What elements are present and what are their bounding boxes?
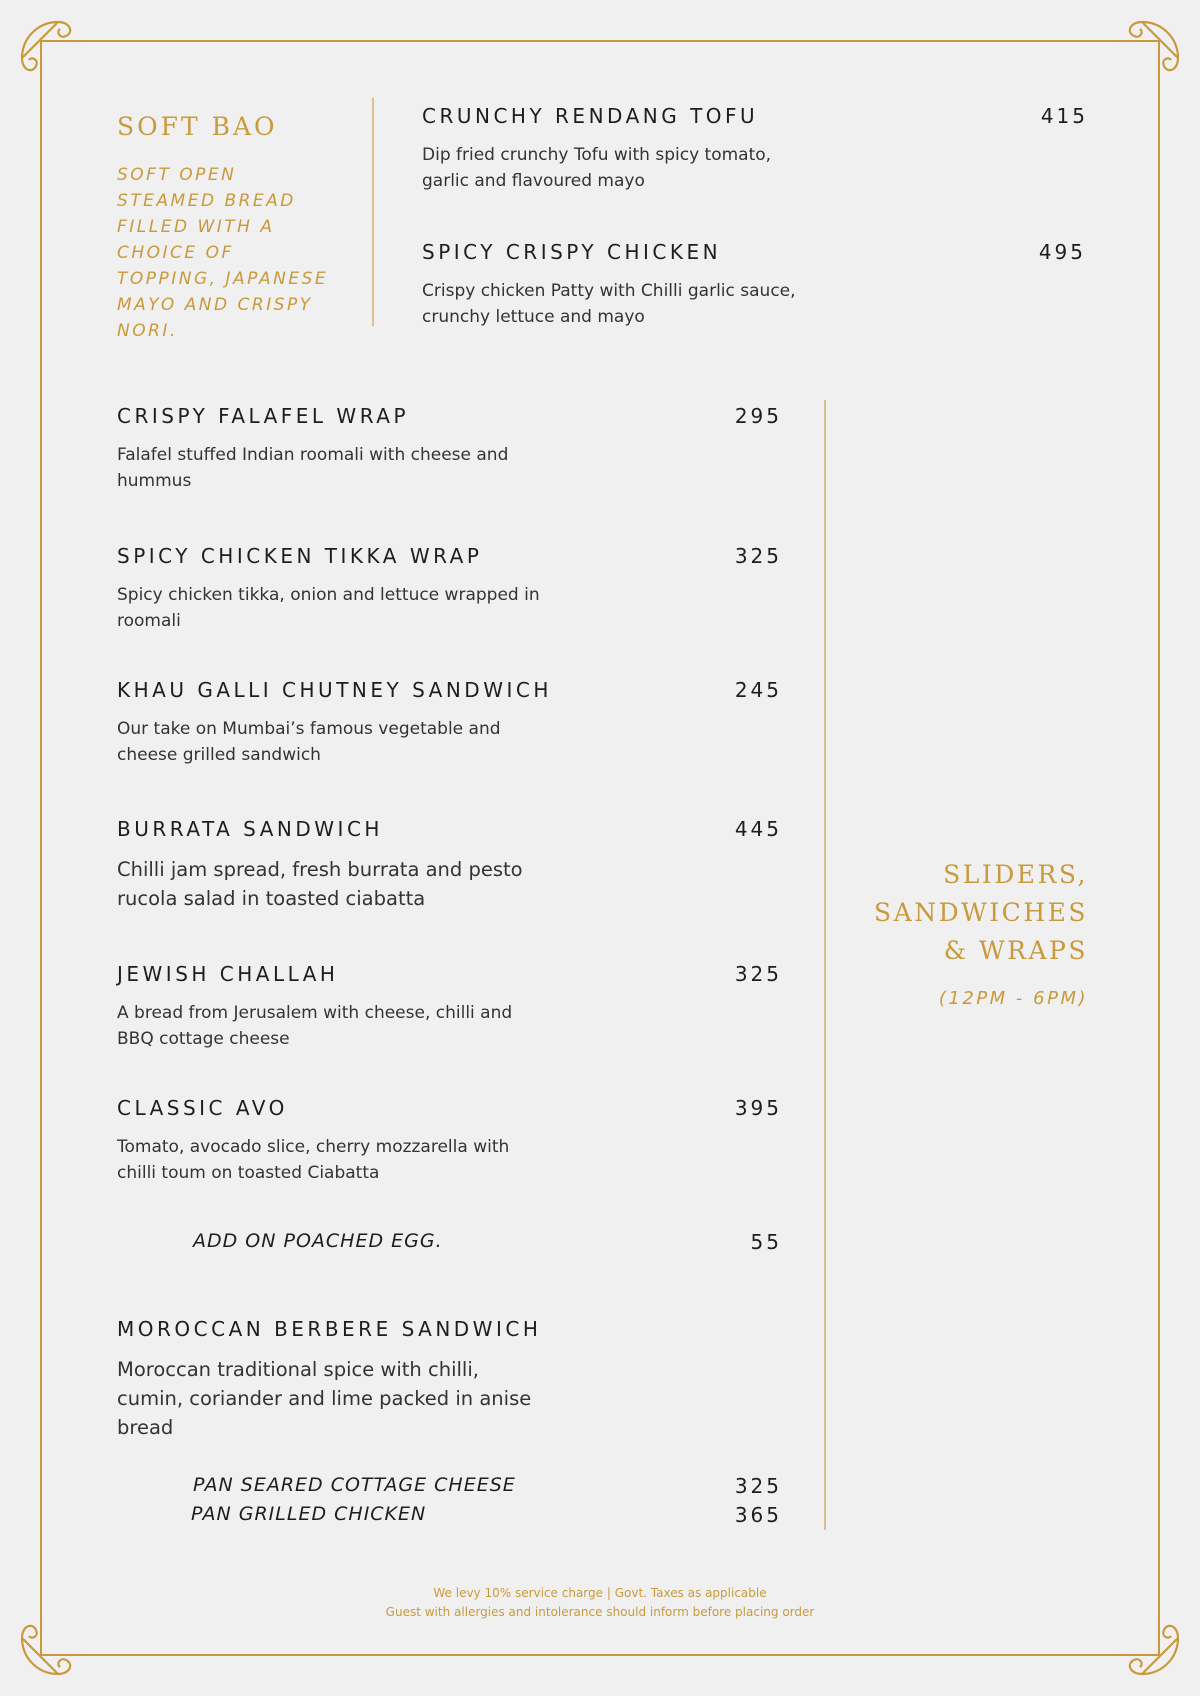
- menu-item-moroccan-berbere-sandwich: [117, 1317, 541, 1442]
- addon-price: 365: [734, 1503, 782, 1527]
- addon-price: 325: [734, 1474, 782, 1498]
- sandwiches-section-title: [874, 856, 1088, 970]
- menu-item-crunchy-rendang-tofu: [422, 104, 812, 194]
- item-description: Tomato, avocado slice, cherry mozzarella with chilli toum on toasted Ciabatta: [117, 1137, 510, 1183]
- serving-hours: (12PM - 6PM): [938, 988, 1088, 1009]
- menu-item-classic-avo: [117, 1096, 547, 1186]
- item-name: CLASSIC AVO: [117, 1096, 288, 1120]
- addon-pan-grilled-chicken: PAN GRILLED CHICKEN: [191, 1503, 427, 1525]
- item-price: 325: [734, 544, 782, 568]
- soft-bao-description: SOFT OPEN STEAMED BREAD FILLED WITH A CHOICE OF TOPPING, JAPANESE MAYO AND CRISPY NORI.: [117, 165, 329, 341]
- item-price: 495: [1038, 240, 1086, 264]
- soft-bao-title: SOFT BAO: [117, 112, 278, 141]
- section-title-line: SANDWICHES: [874, 898, 1088, 927]
- menu-item-spicy-crispy-chicken: [422, 240, 822, 330]
- menu-item-crispy-falafel-wrap: [117, 404, 547, 494]
- item-description: Moroccan traditional spice with chilli, cumin, coriander and lime packed in anise bread: [117, 1358, 532, 1439]
- item-price: 245: [734, 678, 782, 702]
- item-description: A bread from Jerusalem with cheese, chilli and BBQ cottage cheese: [117, 1003, 513, 1049]
- item-name: JEWISH CHALLAH: [117, 962, 339, 986]
- addon-poached-egg: ADD ON POACHED EGG.: [193, 1230, 443, 1252]
- item-description: Chilli jam spread, fresh burrata and pesto rucola salad in toasted ciabatta: [117, 858, 523, 910]
- corner-ornament-top-right: [1112, 18, 1182, 88]
- addon-price: 55: [750, 1230, 782, 1254]
- item-price: 295: [734, 404, 782, 428]
- item-description: Our take on Mumbai’s famous vegetable and cheese grilled sandwich: [117, 719, 501, 765]
- menu-item-spicy-chicken-tikka-wrap: [117, 544, 547, 634]
- addon-pan-seared-cottage-cheese: PAN SEARED COTTAGE CHEESE: [193, 1474, 516, 1496]
- item-description: Dip fried crunchy Tofu with spicy tomato, garlic and flavoured mayo: [422, 145, 772, 191]
- item-name: MOROCCAN BERBERE SANDWICH: [117, 1317, 542, 1341]
- item-name: SPICY CHICKEN TIKKA WRAP: [117, 544, 483, 568]
- item-price: 325: [734, 962, 782, 986]
- item-name: BURRATA SANDWICH: [117, 817, 383, 841]
- item-price: 415: [1040, 104, 1088, 128]
- section-title-line: SLIDERS,: [943, 860, 1088, 889]
- footer-service-charge: We levy 10% service charge | Govt. Taxes as applicable: [433, 1586, 767, 1600]
- item-description: Falafel stuffed Indian roomali with cheese and hummus: [117, 445, 509, 491]
- item-description: Spicy chicken tikka, onion and lettuce wrapped in roomali: [117, 585, 540, 631]
- item-name: KHAU GALLI CHUTNEY SANDWICH: [117, 678, 552, 702]
- menu-item-jewish-challah: [117, 962, 547, 1052]
- menu-item-burrata-sandwich: [117, 817, 537, 913]
- footer-allergy-note: Guest with allergies and intolerance should inform before placing order: [385, 1605, 815, 1619]
- corner-ornament-top-left: [18, 18, 88, 88]
- sandwiches-divider: [824, 400, 826, 1530]
- item-name: SPICY CRISPY CHICKEN: [422, 240, 722, 264]
- item-name: CRUNCHY RENDANG TOFU: [422, 104, 759, 128]
- menu-item-khau-galli-chutney-sandwich: [117, 678, 552, 768]
- item-price: 395: [734, 1096, 782, 1120]
- section-title-line: & WRAPS: [943, 936, 1088, 965]
- item-name: CRISPY FALAFEL WRAP: [117, 404, 410, 428]
- soft-bao-divider: [372, 98, 374, 326]
- item-price: 445: [734, 817, 782, 841]
- item-description: Crispy chicken Patty with Chilli garlic sauce, crunchy lettuce and mayo: [422, 281, 796, 327]
